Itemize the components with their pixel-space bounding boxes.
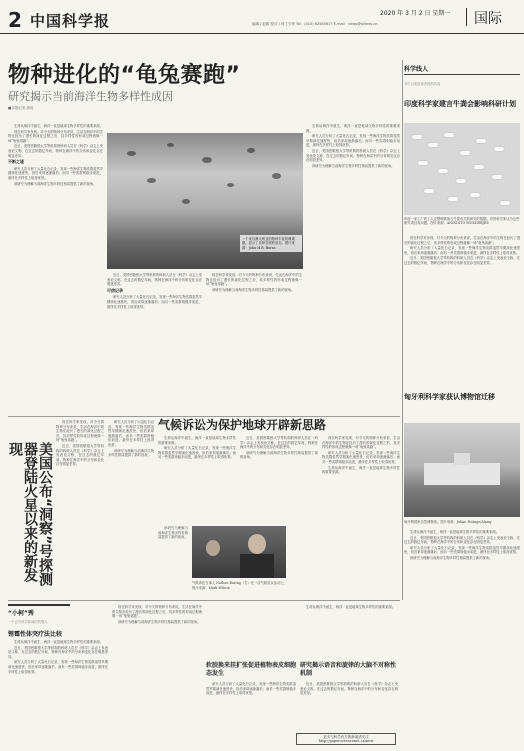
paragraph: 该研究为理解当前海洋生物多样性格局提供了新的视角。 xyxy=(312,163,395,168)
side-story-2-body xyxy=(404,530,520,730)
paragraph: 生命从海洋中诞生，海洋一直是地球生物多样性的重要来源。 xyxy=(410,530,500,534)
paragraph: 生命从海洋中诞生，海洋一直是地球生物多样性的重要来源。 xyxy=(158,436,236,445)
bottom-section-subtitle: 一个会写科学新闻的机器人 xyxy=(8,620,48,624)
cow-dung-caption: 印度一家工厂的工人正整理准备与牛粪有关的研究的数据。印度科学家认为这些研究项目有问题。图片来源：ANINDITO MUKHERJEE xyxy=(404,217,520,226)
main-subheadline: 研究揭示当前海洋生物多样性成因 xyxy=(8,90,173,103)
bottom-headline-2: 软胶换来挂扩张促进植物表皮细胞态发生 xyxy=(206,662,297,677)
side-story-1-body xyxy=(404,236,520,386)
climate-headline: 气候诉讼为保护地球开辟新思路 xyxy=(158,418,327,432)
paragraph: 现在科学家发现，对今天的物种分布来说，生活在海洋中的生物在经历了漫长的演化过程之后，其多样性的形成过程就像一场“龟兔赛跑”。 xyxy=(206,273,302,287)
paragraph: 现在科学家发现，对今天的物种分布来说，生活在海洋中的生物在经历了漫长的演化过程之后，其多样性的形成过程就像一场“龟兔赛跑”。 xyxy=(112,605,202,619)
paragraph: 近日，美国密歇根大学等机构的科研人员在《科学》杂志上发表论文称，在过去的数亿年间，物种在海洋中的分布和变化存在明显差异。 xyxy=(404,256,520,265)
main-article-column-4 xyxy=(306,124,400,414)
paragraph: 近日，美国密歇根大学等机构的科研人员在《科学》杂志上发表论文称，在过去的数亿年间，物种在海洋中的分布和变化存在明显差异。 xyxy=(107,273,202,287)
bottom-headline-3: 研究揭示语音和旋律的大脑不对称性机制 xyxy=(300,662,397,677)
paragraph: 生命从海洋中诞生，海洋一直是地球生物多样性的重要来源。 xyxy=(306,124,400,133)
paragraph: 近日，美国密歇根大学等机构的科研人员在《科学》杂志上发表论文称，在过去的数亿年间，物种在海洋中的分布和变化存在明显差异。 xyxy=(300,682,398,696)
bottom-headline-1: 锂霉性体突疗法比较 xyxy=(8,631,63,638)
cow-dung-photo xyxy=(404,123,520,215)
paragraph: 研究人员分析了大量化石记录，发现一些海洋生物类群虽然早期演化速度快，但后来却逐渐落后；而另一些类群则稳步前进，最终在多样性上取得优势。 xyxy=(8,166,103,180)
main-byline: ■本报记者 唐凤 xyxy=(8,106,34,110)
section-label: 国际 xyxy=(466,8,524,26)
masthead: 中国科学报 xyxy=(30,12,111,30)
mars-article-column-2 xyxy=(108,420,154,600)
paragraph: 研究人员分析了大量化石记录，发现一些海洋生物类群虽然早期演化速度快，但后来却逐渐落后；而另一些类群则稳步前进，最终在多样性上取得优势。 xyxy=(322,450,400,464)
main-article-column-2 xyxy=(107,273,202,413)
climate-article-column-4 xyxy=(158,526,188,600)
paragraph: 研究人员分析了大量化石记录，发现一些海洋生物类群虽然早期演化速度快，但后来却逐渐落后；而另一些类群则稳步前进，最终在多样性上取得优势。 xyxy=(8,660,108,674)
side-story-1-headline: 印度科学家建言牛粪会影响科研计划 xyxy=(404,100,516,108)
museum-caption: 匈牙利国家自然博物馆。图片来源：Julian Pottage/Alamy xyxy=(404,520,492,524)
paragraph: 现在科学家发现，对今天的物种分布来说，生活在海洋中的生物在经历了漫长的演化过程之后，其多样性的形成过程就像一场“龟兔赛跑”。 xyxy=(404,236,520,245)
bottom-article-1 xyxy=(8,640,108,746)
climate-article-column-2 xyxy=(240,436,318,522)
paragraph: 现在科学家发现，对今天的物种分布来说，生活在海洋中的生物在经历了漫长的演化过程之后，其多样性的形成过程就像一场“龟兔赛跑”。 xyxy=(56,420,104,443)
paragraph: 该研究为理解当前海洋生物多样性格局提供了新的视角。 xyxy=(212,287,295,292)
issue-date: 2020 年 3 月 2 日 星期一 xyxy=(380,10,451,17)
coral-photo-caption: 一个来自澳大利亚的物种丰富的珊瑚礁，显示了各种各样的形态。图片来源：John H.R. Burns xyxy=(240,235,302,252)
article-subhead: 可信记录 xyxy=(107,287,123,293)
side-story-2-headline: 匈牙利科学家获认博物馆迁移 xyxy=(404,393,495,401)
paragraph: 该研究为理解当前海洋生物多样性格局提供了新的视角。 xyxy=(118,619,201,624)
column-divider xyxy=(402,60,403,600)
paragraph: 近日，美国密歇根大学等机构的科研人员在《科学》杂志上发表论文称，在过去的数亿年间，物种在海洋中的分布和变化存在明显差异。 xyxy=(8,144,103,158)
paragraph: 该研究为理解当前海洋生物多样性格局提供了新的视角。 xyxy=(410,555,493,560)
protest-photo xyxy=(192,526,286,578)
bottom-article-3 xyxy=(206,682,296,746)
page-number: 2 xyxy=(8,8,22,32)
museum-photo xyxy=(404,423,520,517)
side-section-subtitle: 本栏目欢迎读者提供线索 xyxy=(404,82,441,86)
paragraph: 近日，美国密歇根大学等机构的科研人员在《科学》杂志上发表论文称，在过去的数亿年间，物种在海洋中的分布和变化存在明显差异。 xyxy=(404,535,520,545)
main-article-column-3 xyxy=(206,273,302,413)
bottom-article-5 xyxy=(300,605,398,659)
page-header xyxy=(0,0,524,34)
paragraph: 生命从海洋中诞生，海洋一直是地球生物多样性的重要来源。 xyxy=(306,605,396,609)
paragraph: 生命从海洋中诞生，海洋一直是地球生物多样性的重要来源。 xyxy=(322,465,400,475)
footer-box[interactable]: 更多与科学有关的新闻请关注 http://paper.sciencenet.cn/new xyxy=(296,733,396,745)
climate-article-column-1 xyxy=(158,436,236,522)
paragraph: 研究人员分析了大量化石记录，发现一些海洋生物类群虽然早期演化速度快，但后来却逐渐落后；而另一些类群则稳步前进，最终在多样性上取得优势。 xyxy=(108,420,154,447)
article-subhead: 不断之谜 xyxy=(8,159,24,165)
bottom-article-2 xyxy=(112,605,202,745)
paragraph: 近日，美国密歇根大学等机构的科研人员在《科学》杂志上发表论文称，在过去的数亿年间，物种在海洋中的分布和变化存在明显差异。 xyxy=(56,443,104,467)
protest-caption: 气候诉讼当事人 Nathan Baring（右）在一次气候抗议活动上。图片来源：Mark Wilson xyxy=(192,581,287,590)
paragraph: 近日，美国密歇根大学等机构的科研人员在《科学》杂志上发表论文称，在过去的数亿年间，物种在海洋中的分布和变化存在明显差异。 xyxy=(306,148,400,163)
paragraph: 研究人员分析了大量化石记录，发现一些海洋生物类群虽然早期演化速度快，但后来却逐渐落后；而另一些类群则稳步前进，最终在多样性上取得优势。 xyxy=(404,545,520,555)
paragraph: 该研究为理解当前海洋生物多样性格局提供了新的视角。 xyxy=(158,526,188,540)
climate-article-column-3 xyxy=(322,436,400,600)
paragraph: 研究人员分析了大量化石记录，发现一些海洋生物类群虽然早期演化速度快，但后来却逐渐落后；而另一些类群则稳步前进，最终在多样性上取得优势。 xyxy=(306,134,400,148)
mars-headline: 美国公布“洞察”号探测器登陆火星以来的新发现 xyxy=(7,442,53,587)
paragraph: 研究人员分析了大量化石记录，发现一些海洋生物类群虽然早期演化速度快，但后来却逐渐落后；而另一些类群则稳步前进，最终在多样性上取得优势。 xyxy=(107,295,202,309)
bottom-divider xyxy=(8,600,400,601)
header-info: 编辑 / 赵路 校对 / 何工少等 Tel：(010) 62580617 E-mail：news@stimes.cn xyxy=(252,22,378,26)
paragraph: 研究人员分析了大量化石记录，发现一些海洋生物类群虽然早期演化速度快，但后来却逐渐落后；而另一些类群则稳步前进，最终在多样性上取得优势。 xyxy=(404,246,520,255)
paragraph: 近日，美国密歇根大学等机构的科研人员在《科学》杂志上发表论文称，在过去的数亿年间，物种在海洋中的分布和变化存在明显差异。 xyxy=(240,436,318,450)
side-section-title: 科学线人 xyxy=(404,64,520,75)
mars-article-column-1 xyxy=(56,420,104,600)
main-headline: 物种进化的“龟兔赛跑” xyxy=(8,63,241,88)
paragraph: 研究人员分析了大量化石记录，发现一些海洋生物类群虽然早期演化速度快，但后来却逐渐落后；而另一些类群则稳步前进，最终在多样性上取得优势。 xyxy=(206,682,296,696)
bottom-article-4 xyxy=(300,682,398,730)
paragraph: 生命从海洋中诞生，海洋一直是地球生物多样性的重要来源。 xyxy=(14,640,104,644)
bottom-section-title: “小柯”秀 xyxy=(8,604,70,617)
paragraph: 近日，美国密歇根大学等机构的科研人员在《科学》杂志上发表论文称，在过去的数亿年间，物种在海洋中的分布和变化存在明显差异。 xyxy=(8,645,108,659)
paragraph: 该研究为理解当前海洋生物多样性格局提供了新的视角。 xyxy=(14,181,97,186)
main-article-column-1 xyxy=(8,124,103,420)
paragraph: 现在科学家发现，对今天的物种分布来说，生活在海洋中的生物在经历了漫长的演化过程之后，其多样性的形成过程就像一场“龟兔赛跑”。 xyxy=(8,129,103,143)
paragraph: 现在科学家发现，对今天的物种分布来说，生活在海洋中的生物在经历了漫长的演化过程之后，其多样性的形成过程就像一场“龟兔赛跑”。 xyxy=(322,436,400,450)
paragraph: 该研究为理解当前海洋生物多样性格局提供了新的视角。 xyxy=(108,448,154,458)
paragraph: 该研究为理解当前海洋生物多样性格局提供了新的视角。 xyxy=(240,450,318,460)
paragraph: 生命从海洋中诞生，海洋一直是地球生物多样性的重要来源。 xyxy=(14,124,103,128)
paragraph: 研究人员分析了大量化石记录，发现一些海洋生物类群虽然早期演化速度快，但后来却逐渐落后；而另一些类群则稳步前进，最终在多样性上取得优势。 xyxy=(158,446,236,460)
